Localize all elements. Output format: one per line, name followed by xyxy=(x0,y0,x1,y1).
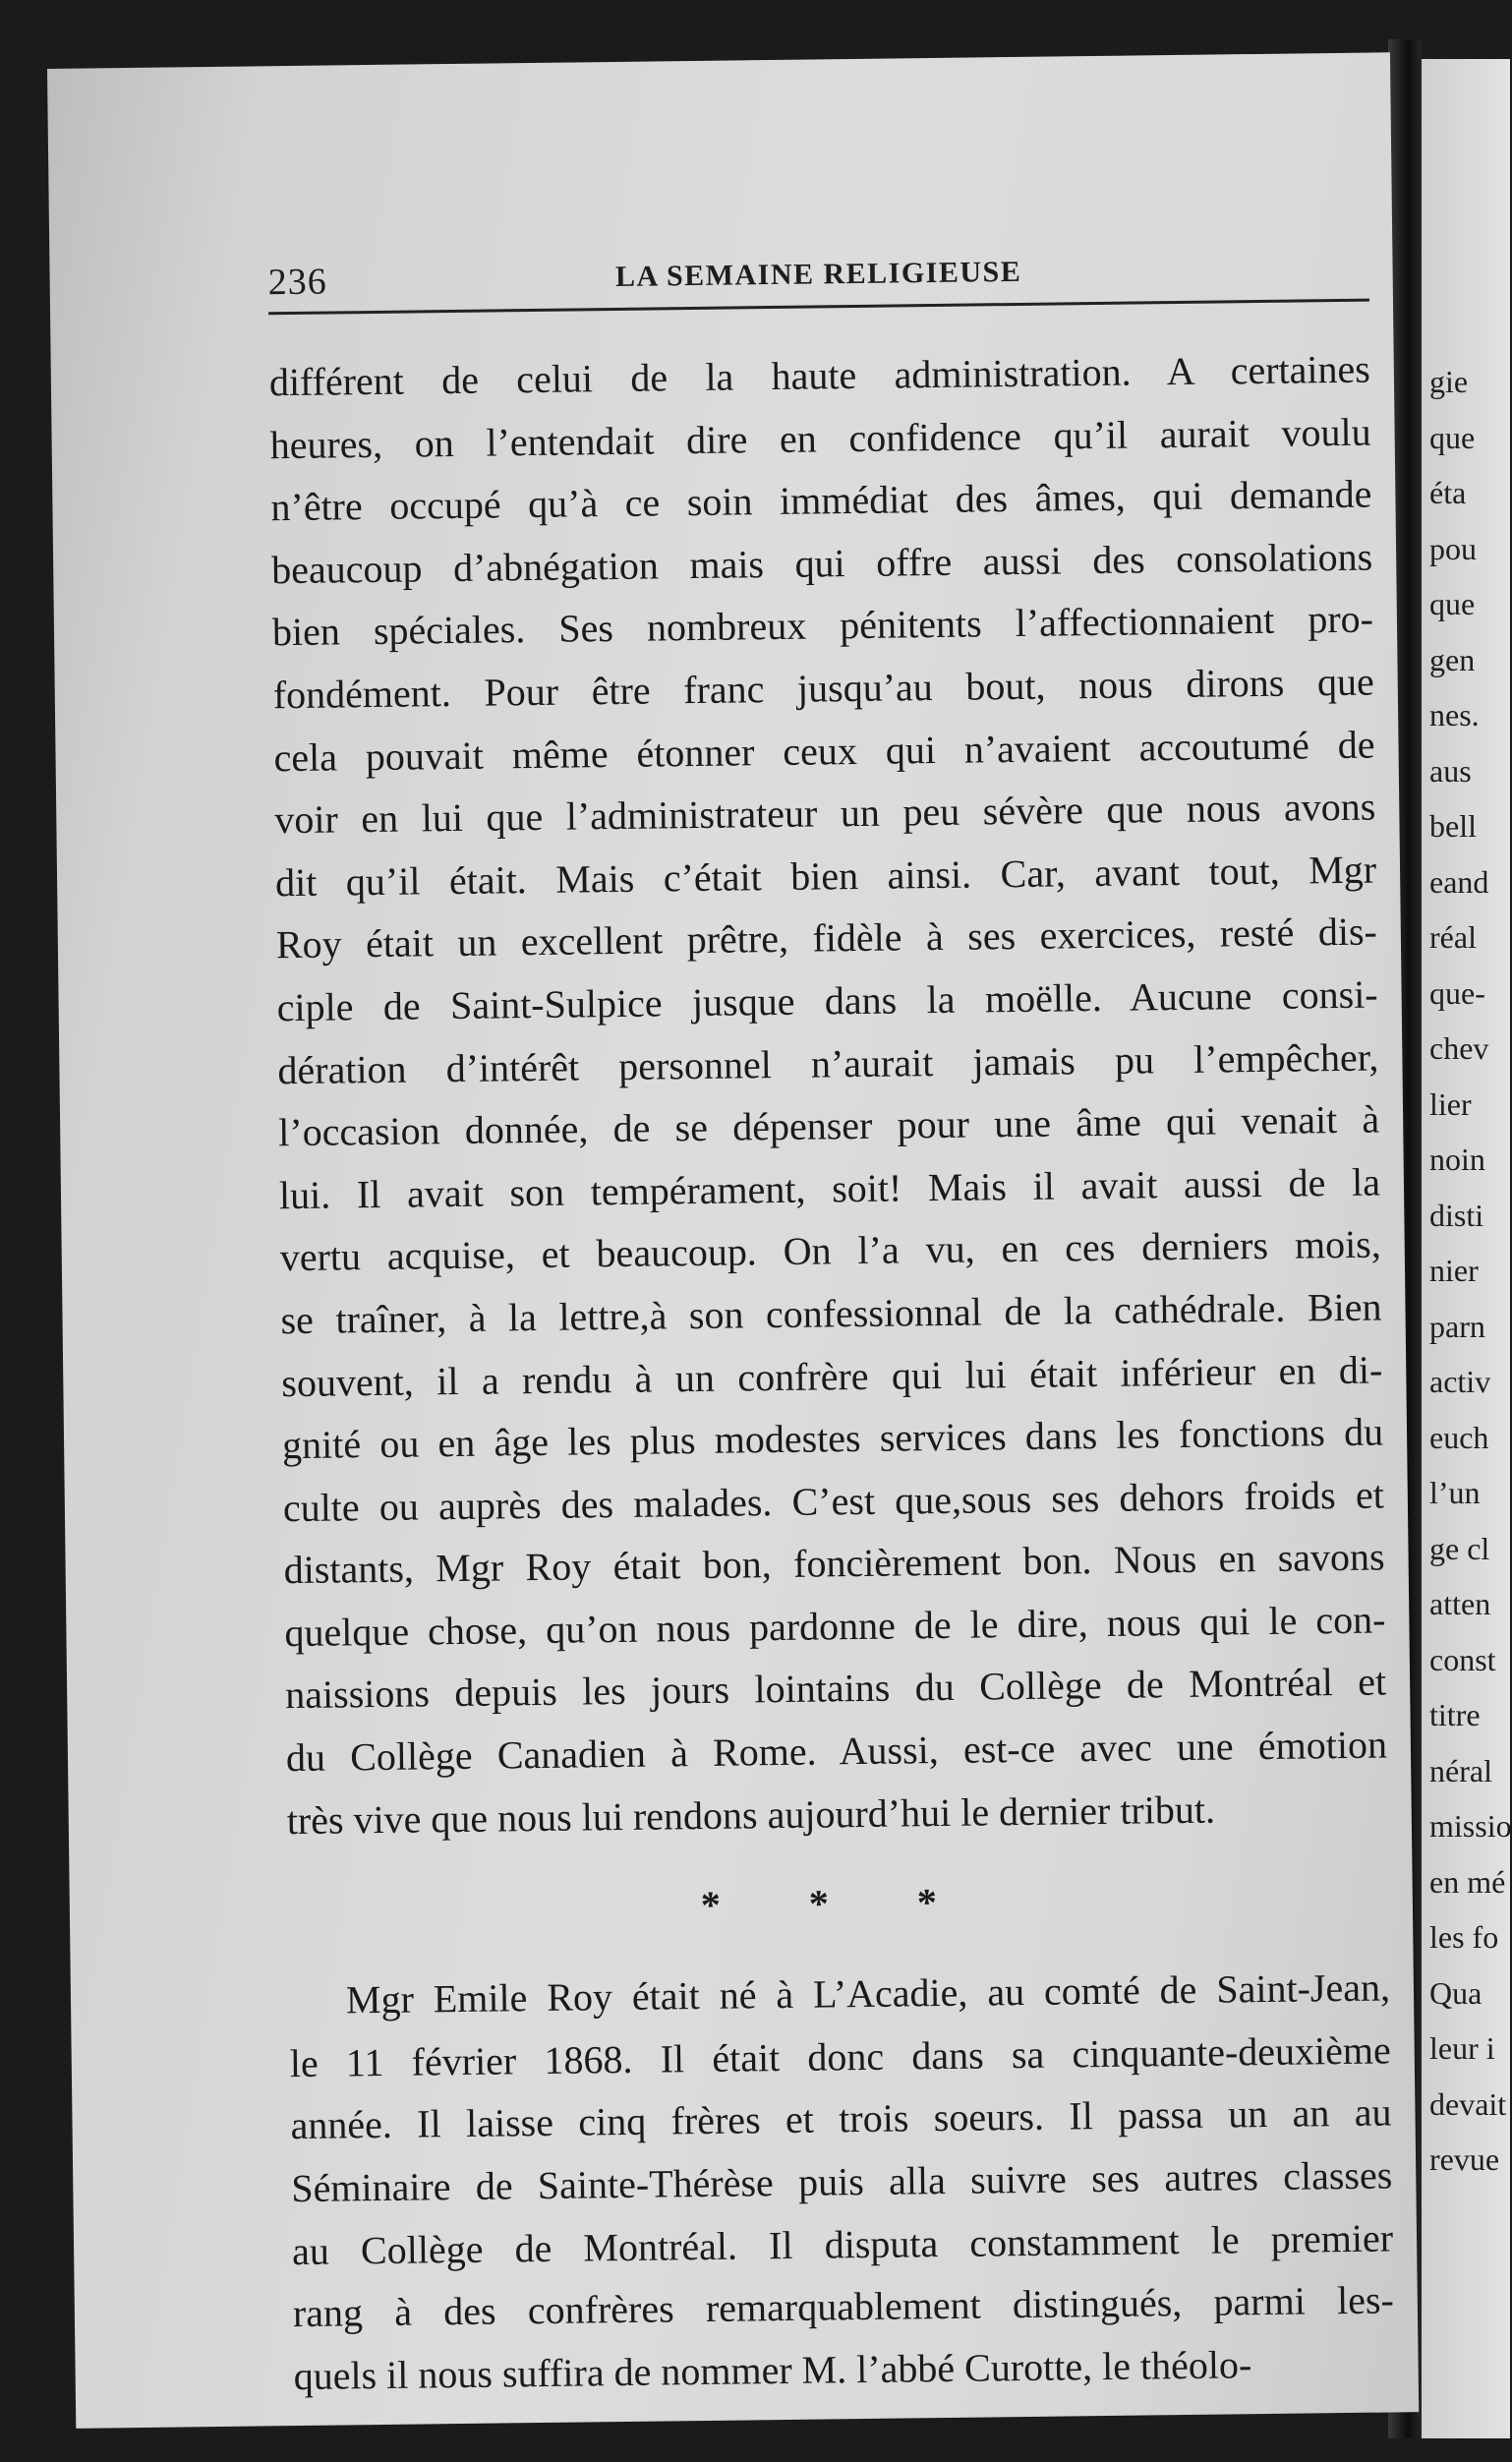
facing-page-fragment: noin xyxy=(1429,1142,1485,1177)
text-line: naissions depuis les jours lointains du Collège de Montréal et xyxy=(284,1659,1387,1718)
page-header xyxy=(267,240,1369,316)
facing-page-fragment: gie xyxy=(1429,364,1469,399)
facing-page-fragment: missio xyxy=(1429,1808,1512,1844)
facing-page-fragment: atten xyxy=(1429,1586,1491,1621)
facing-page-fragment: disti xyxy=(1429,1197,1484,1233)
text-line: n’être occupé qu’à ce soin immédiat des âmes, qui demande xyxy=(270,471,1372,530)
facing-page-fragment: const xyxy=(1429,1641,1496,1677)
text-line: rang à des confrères remarquablement distingués, parmi les- xyxy=(292,2277,1395,2336)
text-line: bien spéciales. Ses nombreux pénitents l’affectionnaient pro- xyxy=(271,596,1374,655)
text-line: se traîner, à la lettre,à son confessionnal de la cathédrale. Bien xyxy=(280,1284,1382,1343)
facing-page-fragment: leur i xyxy=(1429,2030,1495,2066)
section-separator: * * * xyxy=(700,1879,977,1928)
facing-page-fragment: revue xyxy=(1429,2141,1500,2177)
text-line: distants, Mgr Roy était bon, foncièrement bon. Nous en savons xyxy=(283,1534,1385,1593)
facing-page-fragment: l’un xyxy=(1429,1475,1481,1510)
text-line: fondément. Pour être franc jusqu’au bout, nous dirons que xyxy=(272,659,1374,718)
text-line: heures, on l’entendait dire en confidence qu’il aurait voulu xyxy=(269,409,1371,467)
facing-page-fragment: chev xyxy=(1429,1030,1489,1066)
facing-page-fragment: nes. xyxy=(1429,697,1480,733)
facing-page-fragment: titre xyxy=(1429,1697,1481,1732)
text-line: dit qu’il était. Mais c’était bien ainsi. Car, avant tout, Mgr xyxy=(274,847,1377,905)
facing-page-fragment: nier xyxy=(1429,1253,1479,1288)
text-line: voir en lui que l’administrateur un peu sévère que nous avons xyxy=(274,784,1376,843)
text-line: très vive que nous lui rendons aujourd’hui le dernier tribut. xyxy=(286,1787,1216,1843)
facing-page-fragment: éta xyxy=(1429,475,1467,510)
paragraph-2 xyxy=(289,1957,1395,2408)
paragraph-1 xyxy=(269,338,1389,1852)
text-line: culte ou auprès des malades. C’est que,sous ses dehors froids et xyxy=(282,1472,1385,1530)
facing-page-fragment: eand xyxy=(1429,863,1489,900)
text-line: Mgr Emile Roy était né à L’Acadie, au comté de Saint-Jean, xyxy=(345,1964,1391,2022)
page-number: 236 xyxy=(267,261,327,304)
text-line: lui. Il avait son tempérament, soit! Mais il avait aussi de la xyxy=(278,1159,1381,1217)
text-line: beaucoup d’abnégation mais qui offre aussi des consolations xyxy=(270,534,1373,593)
text-line: Séminaire de Sainte-Thérèse puis alla suivre ses autres classes xyxy=(291,2152,1393,2211)
facing-page-fragment: que- xyxy=(1429,974,1485,1011)
body-text xyxy=(269,338,1395,2408)
facing-page-fragment: pou xyxy=(1429,530,1477,566)
text-line: ciple de Saint-Sulpice jusque dans la moëlle. Aucune consi- xyxy=(276,971,1378,1030)
running-head: LA SEMAINE RELIGIEUSE xyxy=(614,255,1022,293)
facing-page-fragment: devait xyxy=(1429,2085,1507,2122)
text-line: au Collège de Montréal. Il disputa constamment le premier xyxy=(291,2215,1394,2273)
facing-page-fragment: Qua xyxy=(1429,1974,1483,2011)
facing-page-fragment: activ xyxy=(1429,1364,1491,1399)
facing-page-fragment: euch xyxy=(1429,1419,1489,1455)
text-line: du Collège Canadien à Rome. Aussi, est-ce avec une émotion xyxy=(285,1722,1388,1781)
facing-page-top-margin xyxy=(1422,59,1510,354)
facing-page-fragment: bell xyxy=(1429,808,1477,844)
facing-page-fragment: néral xyxy=(1429,1752,1492,1788)
text-line: vertu acquise, et beaucoup. On l’a vu, en ces derniers mois, xyxy=(279,1221,1381,1280)
text-line: souvent, il a rendu à un confrère qui lui était inférieur en di- xyxy=(281,1347,1383,1405)
facing-page xyxy=(1422,59,1510,2438)
book-page xyxy=(47,52,1419,2429)
facing-page-fragment: les fo xyxy=(1429,1919,1499,1955)
facing-page-fragment: lier xyxy=(1429,1085,1472,1122)
facing-page-fragment: gen xyxy=(1429,641,1476,677)
text-line: gnité ou en âge les plus modestes services dans les fonctions du xyxy=(281,1409,1384,1468)
text-line: différent de celui de la haute administration. A certaines xyxy=(268,346,1371,405)
facing-page-text xyxy=(1422,354,1510,2188)
text-line: le 11 février 1868. Il était donc dans sa cinquante-deuxième xyxy=(289,2027,1391,2085)
facing-page-fragment: ge cl xyxy=(1429,1530,1490,1566)
facing-page-fragment: aus xyxy=(1429,752,1472,789)
text-line: année. Il laisse cinq frères et trois soeurs. Il passa un an au xyxy=(290,2089,1392,2148)
facing-page-fragment: que xyxy=(1429,419,1476,455)
text-line: l’occasion donnée, de se dépenser pour une âme qui venait à xyxy=(277,1096,1380,1155)
text-line: quels il nous suffira de nommer M. l’abbé Curotte, le théolo- xyxy=(293,2342,1252,2398)
facing-page-fragment: réal xyxy=(1429,919,1477,955)
text-line: quelque chose, qu’on nous pardonne de le dire, nous qui le con- xyxy=(284,1597,1386,1656)
text-line: dération d’intérêt personnel n’aurait jamais pu l’empêcher, xyxy=(277,1034,1379,1092)
text-line: Roy était un excellent prêtre, fidèle à ses exercices, resté dis- xyxy=(275,909,1378,967)
facing-page-fragment: en mé xyxy=(1429,1863,1506,1900)
facing-page-fragment: que xyxy=(1429,586,1476,621)
facing-page-fragment: parn xyxy=(1429,1308,1485,1344)
text-line: cela pouvait même étonner ceux qui n’avaient accoutumé de xyxy=(273,722,1375,780)
